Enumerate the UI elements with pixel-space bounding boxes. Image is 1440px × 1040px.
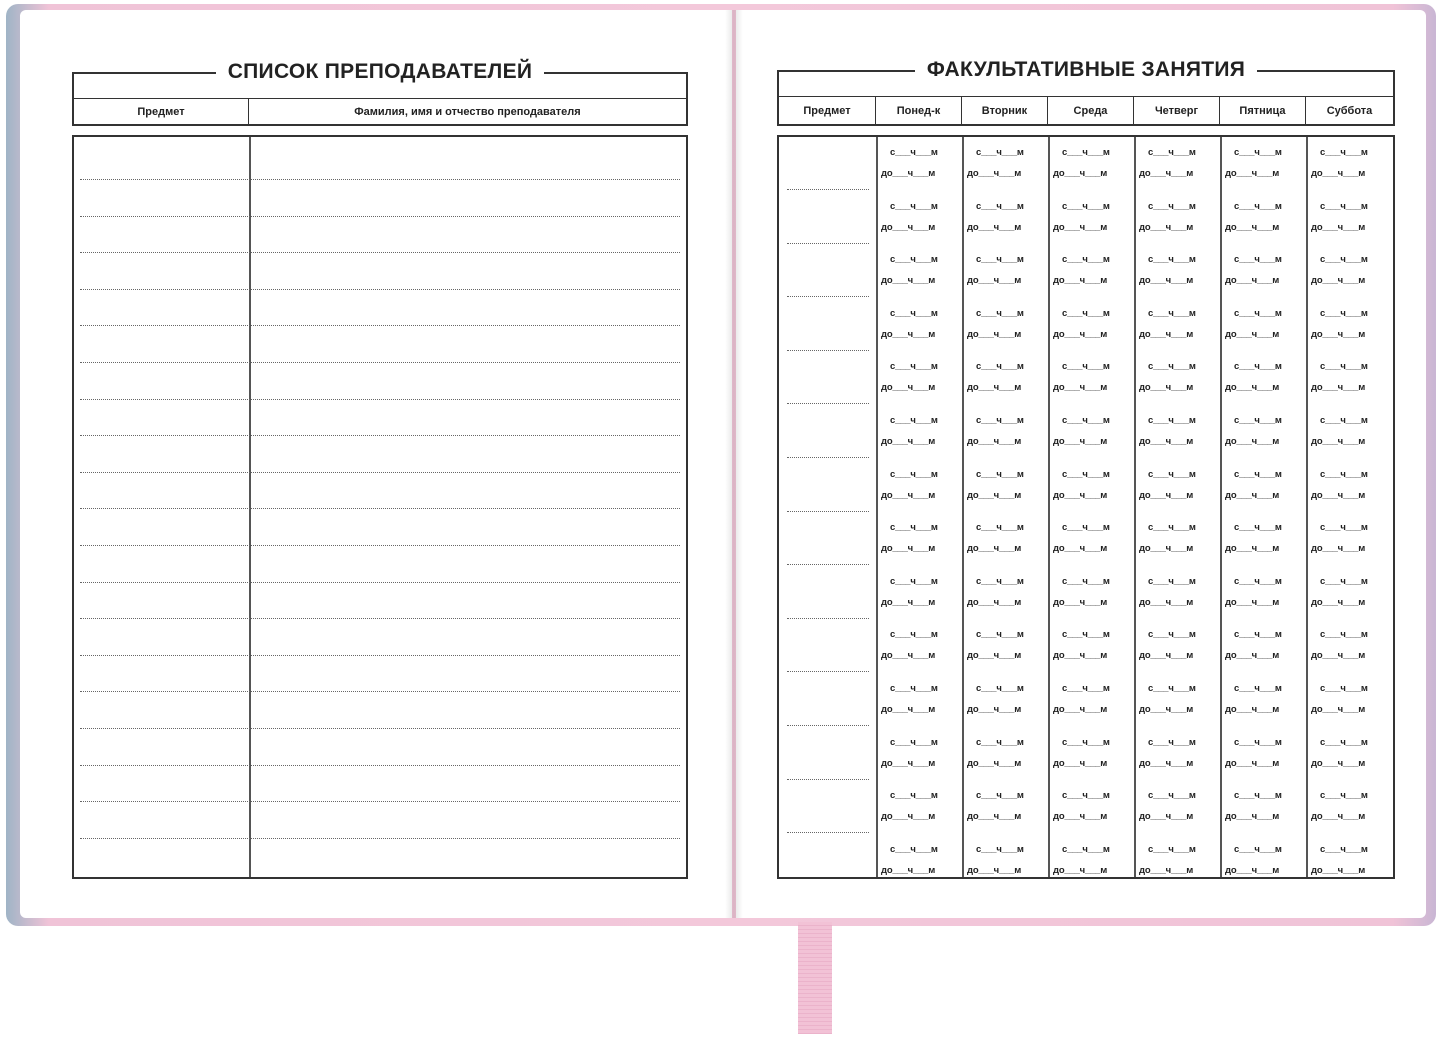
slot-from: с___ч___м [1234,629,1282,641]
slot-to: до___ч___м [1139,168,1194,179]
slot-from: с___ч___м [1062,254,1110,266]
slot-to: до___ч___м [1225,704,1280,715]
slot-to: до___ч___м [881,543,936,555]
slot-to: до___ч___м [1311,275,1366,287]
column-divider [1306,137,1308,877]
column-divider [1134,137,1136,877]
slot-to: до___ч___м [1311,382,1366,394]
slot-to: до___ч___м [1053,757,1108,769]
writing-line [80,508,680,509]
subject-line [787,189,869,190]
slot-to: до___ч___м [881,596,936,608]
slot-from: с___ч___м [1320,736,1368,748]
slot-to: до___ч___м [1225,328,1280,340]
slot-from: с___ч___м [890,468,938,480]
slot-from: с___ч___м [1062,307,1110,319]
slot-to: до___ч___м [1225,275,1280,287]
slot-to: до___ч___м [1311,436,1366,447]
slot-from: с___ч___м [1320,200,1368,212]
writing-line [80,801,680,802]
slot-to: до___ч___м [1053,811,1108,823]
slot-to: до___ч___м [1139,704,1194,715]
slot-from: с___ч___м [1320,415,1368,426]
slot-to: до___ч___м [967,489,1022,501]
notebook-spine [725,10,743,918]
subject-line [787,457,869,458]
column-divider [962,137,964,877]
slot-from: с___ч___м [1234,147,1282,158]
slot-to: до___ч___м [967,543,1022,555]
slot-from: с___ч___м [1062,200,1110,212]
slot-to: до___ч___м [1225,489,1280,501]
writing-line [80,691,680,692]
slot-from: с___ч___м [1148,254,1196,266]
slot-to: до___ч___м [1225,168,1280,179]
slot-to: до___ч___м [1225,596,1280,608]
slot-from: с___ч___м [1234,200,1282,212]
slot-to: до___ч___м [967,436,1022,447]
slot-to: до___ч___м [967,275,1022,287]
slot-from: с___ч___м [976,361,1024,373]
slot-to: до___ч___м [967,168,1022,179]
slot-from: с___ч___м [976,307,1024,319]
slot-to: до___ч___м [1225,757,1280,769]
wednesday-header: Среда [1048,97,1134,125]
slot-from: с___ч___м [1148,468,1196,480]
subject-column-header: Предмет [74,99,249,125]
writing-line [80,179,680,180]
slot-from: с___ч___м [1062,147,1110,158]
slot-to: до___ч___м [1139,221,1194,233]
slot-to: до___ч___м [881,704,936,715]
slot-to: до___ч___м [1139,275,1194,287]
subject-line [787,671,869,672]
slot-to: до___ч___м [1225,543,1280,555]
slot-to: до___ч___м [1053,436,1108,447]
slot-from: с___ч___м [1062,843,1110,855]
slot-to: до___ч___м [1311,704,1366,715]
slot-from: с___ч___м [890,736,938,748]
slot-from: с___ч___м [1320,683,1368,694]
slot-to: до___ч___м [1311,221,1366,233]
slot-from: с___ч___м [1234,843,1282,855]
saturday-header: Суббота [1326,105,1373,117]
slot-to: до___ч___м [1139,650,1194,662]
slot-from: с___ч___м [976,629,1024,641]
subject-line [787,403,869,404]
slot-from: с___ч___м [976,522,1024,534]
electives-table-header [777,58,1395,126]
slot-from: с___ч___м [976,843,1024,855]
teachers-title: СПИСОК ПРЕПОДАВАТЕЛЕЙ [74,60,686,84]
slot-to: до___ч___м [1139,436,1194,447]
slot-from: с___ч___м [1062,575,1110,587]
writing-line [80,765,680,766]
slot-from: с___ч___м [1148,736,1196,748]
slot-from: с___ч___м [1234,468,1282,480]
slot-from: с___ч___м [890,629,938,641]
slot-from: с___ч___м [1062,468,1110,480]
slot-to: до___ч___м [1311,596,1366,608]
slot-from: с___ч___м [890,843,938,855]
slot-to: до___ч___м [967,328,1022,340]
friday-header: Пятница [1220,97,1306,125]
slot-to: до___ч___м [1053,382,1108,394]
slot-from: с___ч___м [1062,629,1110,641]
writing-line [80,216,680,217]
slot-from: с___ч___м [1148,790,1196,802]
slot-from: с___ч___м [1320,522,1368,534]
slot-to: до___ч___м [1139,328,1194,340]
subject-line [787,296,869,297]
bookmark-ribbon [798,922,832,1034]
slot-from: с___ч___м [890,683,938,694]
slot-to: до___ч___м [881,328,936,340]
slot-from: с___ч___м [1148,200,1196,212]
slot-to: до___ч___м [1053,864,1108,876]
slot-from: с___ч___м [1320,361,1368,373]
slot-to: до___ч___м [1225,221,1280,233]
subject-line [787,564,869,565]
elective-subject-header: Предмет [779,97,876,125]
slot-to: до___ч___м [881,650,936,662]
slot-from: с___ч___м [1062,736,1110,748]
writing-line [80,399,680,400]
slot-from: с___ч___м [890,254,938,266]
subject-line [787,832,869,833]
slot-to: до___ч___м [1053,275,1108,287]
slot-from: с___ч___м [1234,361,1282,373]
slot-from: с___ч___м [1320,147,1368,158]
writing-line [80,435,680,436]
slot-to: до___ч___м [881,275,936,287]
slot-to: до___ч___м [1311,168,1366,179]
slot-to: до___ч___м [881,757,936,769]
slot-to: до___ч___м [1311,864,1366,876]
slot-from: с___ч___м [890,790,938,802]
slot-from: с___ч___м [890,200,938,212]
writing-line [80,325,680,326]
slot-from: с___ч___м [1062,522,1110,534]
slot-to: до___ч___м [967,650,1022,662]
slot-from: с___ч___м [1062,790,1110,802]
slot-to: до___ч___м [1053,704,1108,715]
slot-to: до___ч___м [881,864,936,876]
slot-from: с___ч___м [1234,575,1282,587]
thursday-header: Четверг [1134,97,1220,125]
slot-from: с___ч___м [1148,629,1196,641]
slot-from: с___ч___м [1320,790,1368,802]
slot-to: до___ч___м [967,864,1022,876]
slot-from: с___ч___м [976,415,1024,426]
subject-line [787,618,869,619]
slot-to: до___ч___м [1139,382,1194,394]
slot-to: до___ч___м [1053,328,1108,340]
slot-to: до___ч___м [881,168,936,179]
slot-to: до___ч___м [1311,757,1366,769]
slot-from: с___ч___м [1234,307,1282,319]
slot-to: до___ч___м [881,811,936,823]
slot-to: до___ч___м [1311,328,1366,340]
slot-to: до___ч___м [967,221,1022,233]
subject-line [787,725,869,726]
slot-from: с___ч___м [976,575,1024,587]
writing-line [80,618,680,619]
slot-from: с___ч___м [890,415,938,426]
column-divider [1048,137,1050,877]
slot-to: до___ч___м [967,811,1022,823]
slot-to: до___ч___м [1139,489,1194,501]
slot-to: до___ч___м [1139,543,1194,555]
slot-from: с___ч___м [890,361,938,373]
slot-to: до___ч___м [1311,650,1366,662]
slot-from: с___ч___м [1234,415,1282,426]
slot-from: с___ч___м [976,736,1024,748]
slot-from: с___ч___м [1320,629,1368,641]
electives-table-body [777,135,1395,879]
slot-from: с___ч___м [1148,522,1196,534]
slot-from: с___ч___м [1320,843,1368,855]
slot-to: до___ч___м [1311,543,1366,555]
column-divider [876,137,878,877]
slot-to: до___ч___м [1053,168,1108,179]
writing-line [80,545,680,546]
slot-from: с___ч___м [1148,575,1196,587]
subject-line [787,350,869,351]
column-divider [1220,137,1222,877]
slot-from: с___ч___м [1148,843,1196,855]
slot-to: до___ч___м [1311,489,1366,501]
writing-line [80,472,680,473]
slot-to: до___ч___м [1139,757,1194,769]
slot-to: до___ч___м [1225,811,1280,823]
teacher-name-column-header: Фамилия, имя и отчество преподавателя [354,106,581,118]
slot-from: с___ч___м [890,575,938,587]
slot-to: до___ч___м [881,221,936,233]
slot-to: до___ч___м [967,757,1022,769]
writing-line [80,252,680,253]
slot-to: до___ч___м [1053,489,1108,501]
subject-line [787,779,869,780]
slot-from: с___ч___м [1234,790,1282,802]
slot-from: с___ч___м [976,200,1024,212]
slot-to: до___ч___м [1053,543,1108,555]
subject-line [787,243,869,244]
slot-from: с___ч___м [890,307,938,319]
slot-to: до___ч___м [881,382,936,394]
slot-from: с___ч___м [1062,415,1110,426]
monday-header: Понед-к [876,97,962,125]
writing-line [80,362,680,363]
slot-from: с___ч___м [1148,683,1196,694]
slot-from: с___ч___м [890,147,938,158]
slot-to: до___ч___м [881,489,936,501]
slot-from: с___ч___м [1320,307,1368,319]
slot-from: с___ч___м [1320,575,1368,587]
slot-from: с___ч___м [1148,147,1196,158]
slot-from: с___ч___м [1148,415,1196,426]
slot-to: до___ч___м [1053,650,1108,662]
slot-from: с___ч___м [1234,736,1282,748]
slot-to: до___ч___м [1225,436,1280,447]
teachers-table-header [72,60,688,126]
writing-line [80,728,680,729]
slot-from: с___ч___м [976,254,1024,266]
slot-to: до___ч___м [1139,864,1194,876]
writing-line [80,655,680,656]
slot-from: с___ч___м [1234,522,1282,534]
slot-from: с___ч___м [1320,254,1368,266]
slot-from: с___ч___м [1062,683,1110,694]
subject-line [787,511,869,512]
slot-to: до___ч___м [1053,596,1108,608]
slot-to: до___ч___м [1053,221,1108,233]
slot-from: с___ч___м [1320,468,1368,480]
writing-line [80,838,680,839]
writing-line [80,582,680,583]
slot-from: с___ч___м [976,790,1024,802]
slot-from: с___ч___м [890,522,938,534]
slot-from: с___ч___м [1062,361,1110,373]
writing-line [80,289,680,290]
slot-to: до___ч___м [1225,382,1280,394]
slot-to: до___ч___м [881,436,936,447]
electives-title: ФАКУЛЬТАТИВНЫЕ ЗАНЯТИЯ [779,58,1393,82]
slot-from: с___ч___м [1148,307,1196,319]
slot-from: с___ч___м [976,147,1024,158]
slot-from: с___ч___м [976,468,1024,480]
tuesday-header: Вторник [962,97,1048,125]
slot-to: до___ч___м [967,704,1022,715]
slot-from: с___ч___м [1234,683,1282,694]
slot-from: с___ч___м [1234,254,1282,266]
slot-to: до___ч___м [1225,864,1280,876]
slot-to: до___ч___м [1311,811,1366,823]
slot-from: с___ч___м [976,683,1024,694]
teachers-table-body [72,135,688,879]
slot-to: до___ч___м [1225,650,1280,662]
slot-to: до___ч___м [1139,811,1194,823]
slot-to: до___ч___м [1139,596,1194,608]
slot-to: до___ч___м [967,382,1022,394]
slot-from: с___ч___м [1148,361,1196,373]
slot-to: до___ч___м [967,596,1022,608]
